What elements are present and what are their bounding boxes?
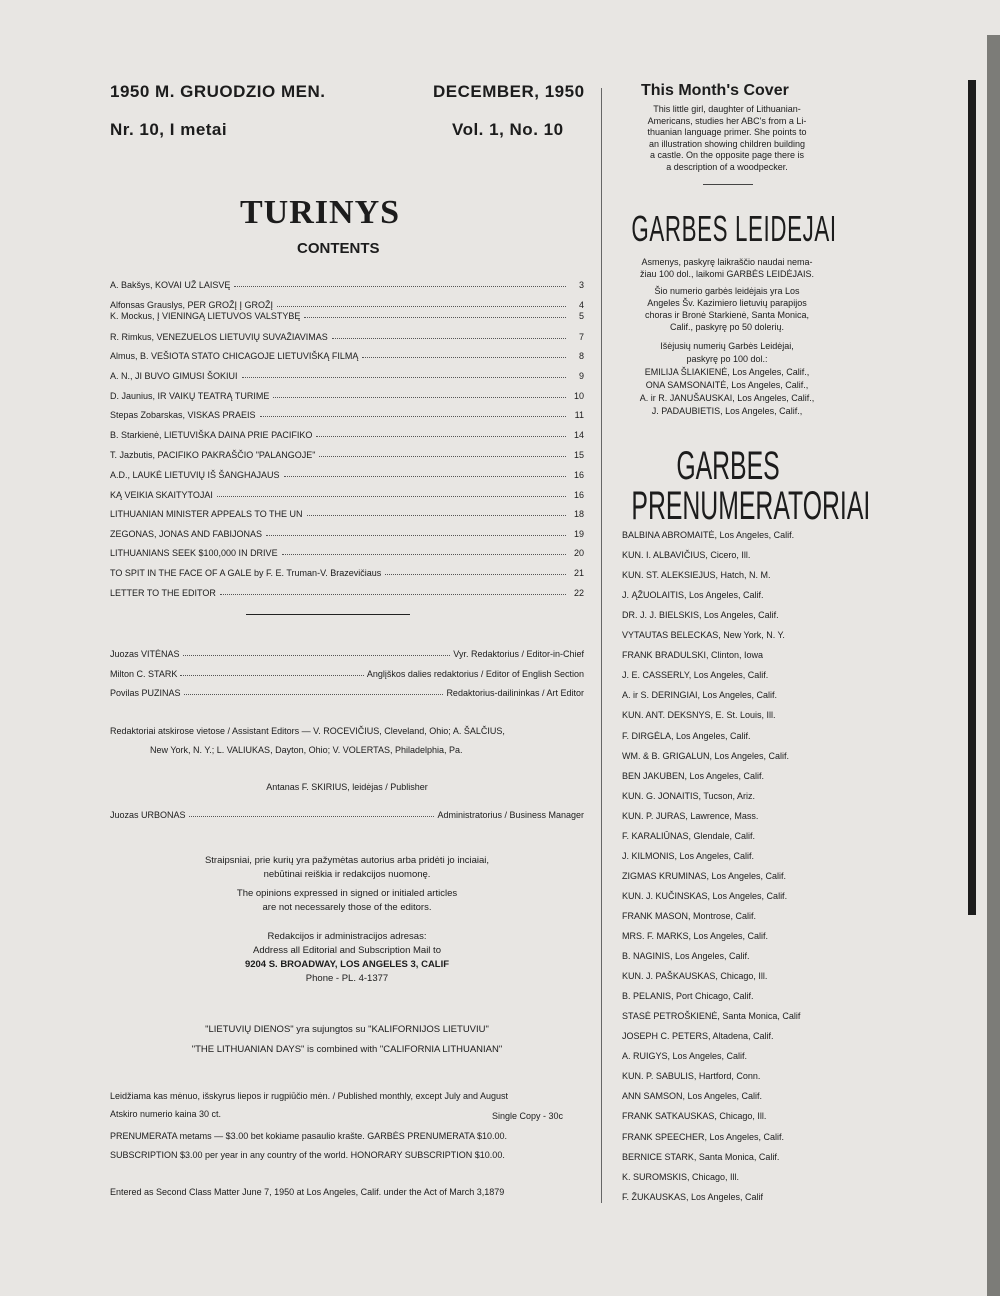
editor-name: Juozas VITĖNAS (110, 649, 180, 659)
subscriber-entry: JOSEPH C. PETERS, Altadena, Calif. (622, 1031, 774, 1041)
toc-item-title: R. Rimkus, VENEZUELOS LIETUVIŲ SUVAŽIAVIMAS (110, 332, 328, 342)
honorary-publishers-heading: GARBES LEIDEJAI (631, 208, 837, 249)
toc-item-page: 16 (573, 490, 584, 500)
toc-item-page: 14 (573, 430, 584, 440)
past-publisher: ONA SAMSONAITĖ, Los Angeles, Calif., (645, 380, 809, 390)
cover-title: This Month's Cover (641, 82, 789, 99)
leader-dots (217, 496, 566, 497)
leader-dots (180, 675, 364, 676)
subscriber-entry: KUN. P. SABULIS, Hartford, Conn. (622, 1071, 761, 1081)
toc-item-title: A.D., LAUKĖ LIETUVIŲ IŠ ŠANGHAJAUS (110, 470, 280, 480)
subscriber-entry: STASĖ PETROŠKIENĖ, Santa Monica, Calif (622, 1011, 801, 1021)
toc-item-title: K. Mockus, Į VIENINGĄ LIETUVOS VALSTYBĘ (110, 311, 301, 321)
subscriber-entry: J. E. CASSERLY, Los Angeles, Calif. (622, 670, 769, 680)
english-editor-role: Anglįškos dalies redaktorius / Editor of English Section (366, 669, 584, 679)
subscriber-entry: F. ŽUKAUSKAS, Los Angeles, Calif (622, 1192, 764, 1202)
masthead-date-en: DECEMBER, 1950 (433, 82, 585, 101)
masthead-issue-en: Vol. 1, No. 10 (452, 120, 564, 139)
address-street: 9204 S. BROADWAY, LOS ANGELES 3, CALIF (244, 959, 450, 970)
issue-line: choras ir Bronė Starkienė, Santa Monica, (644, 310, 810, 320)
combined-lt: "LIETUVIŲ DIENOS" yra sujungtos su "KALIFORNIJOS LIETUVIU" (205, 1024, 489, 1035)
cover-line: This little girl, daughter of Lithuanian- (653, 104, 801, 114)
staff-english-editor (110, 669, 584, 679)
issue-line: Calif., paskyrę po 50 dolerių. (669, 322, 785, 332)
leader-dots (319, 456, 566, 457)
single-copy-en: Single Copy - 30c (492, 1111, 564, 1121)
toc-item-page: 19 (573, 529, 584, 539)
subscriber-entry: BERNICE STARK, Santa Monica, Calif. (622, 1152, 780, 1162)
toc-item-title: D. Jaunius, IR VAIKŲ TEATRĄ TURIME (110, 391, 270, 401)
page-edge (987, 35, 1000, 1296)
subscriber-entry: BALBINA ABROMAITĖ, Los Angeles, Calif. (622, 530, 795, 540)
toc-item (110, 584, 584, 598)
address-en: Address all Editorial and Subscription Mail to (253, 945, 441, 956)
toc-item (110, 367, 584, 381)
toc-item-title: LITHUANIAN MINISTER APPEALS TO THE UN (110, 509, 303, 519)
subscriber-entry: B. PELANIS, Port Chicago, Calif. (622, 991, 754, 1001)
note-lt-2: nebūtinai reiškia ir redakcijos nuomonę. (263, 869, 431, 880)
issue-line: Šio numerio garbės leidėjais yra Los (654, 286, 800, 296)
toc-item-page: 4 (578, 300, 584, 310)
leader-dots (189, 816, 435, 817)
toc-item-title: LITHUANIANS SEEK $100,000 IN DRIVE (110, 548, 278, 558)
toc-item (110, 446, 584, 460)
past-publisher: EMILIJA ŠLIAKIENĖ, Los Angeles, Calif., (644, 367, 810, 377)
note-en-2: are not necessarely those of the editors. (262, 902, 432, 913)
english-editor-name: Milton C. STARK (110, 669, 178, 679)
toc-item (110, 564, 584, 578)
toc-item (110, 426, 584, 440)
single-copy-lt: Atskiro numerio kaina 30 ct. (110, 1109, 222, 1119)
manager-role: Administratorius / Business Manager (437, 810, 584, 820)
manager-name: Juozas URBONAS (110, 810, 186, 820)
contents-title: TURINYS (240, 194, 401, 231)
toc-item-page: 9 (578, 371, 584, 381)
leader-dots (284, 476, 566, 477)
note-lt-1: Straipsniai, prie kurių yra pažymėtas autorius arba pridėti jo inciaiai, (204, 855, 490, 866)
subscriber-entry: FRANK MASON, Montrose, Calif. (622, 911, 757, 921)
subscriber-entry: FRANK SPEECHER, Los Angeles, Calif. (622, 1132, 785, 1142)
toc-item-title: T. Jazbutis, PACIFIKO PAKRAŠČIO "PALANGOJE" (110, 450, 316, 460)
toc-item (110, 347, 584, 361)
subscriber-entry: KUN. I. ALBAVIČIUS, Cicero, Ill. (622, 550, 751, 560)
honorary-publishers-intro (612, 256, 842, 280)
toc-item-page: 20 (573, 548, 584, 558)
toc-item-title: Stepas Zobarskas, VISKAS PRAEIS (110, 410, 256, 420)
column-divider (601, 88, 602, 1203)
toc-item-title: A. N., JI BUVO GIMUSI ŠOKIUI (110, 371, 238, 381)
toc-item-page: 8 (578, 351, 584, 361)
toc-item-title: TO SPIT IN THE FACE OF A GALE by F. E. Truman-V. Brazevičiaus (110, 568, 382, 578)
subscriber-entry: J. KILMONIS, Los Angeles, Calif. (622, 851, 755, 861)
intro-line: Asmenys, paskyrę laikraščio naudai nema- (641, 257, 813, 267)
art-editor-role: Redaktorius-dailininkas / Art Editor (446, 688, 584, 698)
leader-dots (273, 397, 566, 398)
toc-item (110, 276, 584, 290)
leader-dots (242, 377, 566, 378)
publication-schedule: Leidžiama kas mėnuo, išskyrus liepos ir rugpiūčio mėn. / Published monthly, except July and August (110, 1091, 509, 1101)
leader-dots (362, 357, 566, 358)
honorary-subscribers-heading-2: PRENUMERATORIAI (631, 484, 871, 528)
toc-item (110, 525, 584, 539)
leader-dots (332, 338, 566, 339)
contents-divider (246, 614, 410, 615)
issue-line: Angeles Šv. Kazimiero lietuvių parapijos (647, 298, 807, 308)
subscriber-entry: A. RUIGYS, Los Angeles, Calif. (622, 1051, 748, 1061)
toc-item-title: A. Bakšys, KOVAI UŽ LAISVĘ (110, 280, 231, 290)
toc-item-title: LETTER TO THE EDITOR (110, 588, 216, 598)
leader-dots (220, 594, 566, 595)
cover-divider (703, 184, 753, 185)
past-intro-line: paskyrę po 100 dol.: (686, 354, 768, 364)
honorary-publishers-past (612, 340, 842, 418)
subscription-en: SUBSCRIPTION $3.00 per year in any country of the world. HONORARY SUBSCRIPTION $10.00. (110, 1150, 505, 1160)
leader-dots (183, 655, 451, 656)
cover-line: thuanian language primer. She points to (647, 127, 807, 138)
staff-art-editor (110, 688, 584, 698)
subscriber-entry: MRS. F. MARKS, Los Angeles, Calif. (622, 931, 769, 941)
intro-line: žiau 100 dol., laikomi GARBĖS LEIDĖJAIS. (639, 269, 815, 279)
masthead-issue-lt: Nr. 10, I metai (110, 120, 228, 139)
toc-item (110, 328, 584, 342)
subscriber-entry: FRANK SATKAUSKAS, Chicago, Ill. (622, 1111, 767, 1121)
subscriber-entry: DR. J. J. BIELSKIS, Los Angeles, Calif. (622, 610, 779, 620)
subscriber-entry: KUN. G. JONAITIS, Tucson, Ariz. (622, 791, 756, 801)
toc-item-page: 15 (573, 450, 584, 460)
toc-item-title: KĄ VEIKIA SKAITYTOJAI (110, 490, 213, 500)
subscriber-entry: KUN. P. JURAS, Lawrence, Mass. (622, 811, 759, 821)
assistant-editors-line1: Redaktoriai atskirose vietose / Assistant Editors — V. ROCEVIČIUS, Cleveland, Ohio; A. ŠALČIUS, (110, 726, 505, 736)
cover-line: a castle. On the opposite page there is (649, 150, 805, 161)
cover-line: Americans, studies her ABC's from a Li- (647, 115, 807, 126)
combined-en: "THE LITHUANIAN DAYS" is combined with "CALIFORNIA LITHUANIAN" (191, 1044, 503, 1055)
note-en-1: The opinions expressed in signed or initialed articles (236, 888, 458, 899)
subscriber-entry: KUN. J. PAŠKAUSKAS, Chicago, Ill. (622, 971, 768, 981)
editor-role: Vyr. Redaktorius / Editor-in-Chief (453, 649, 584, 659)
page-edge-shadow (968, 80, 976, 915)
subscriber-entry: A. ir S. DERINGIAI, Los Angeles, Calif. (622, 690, 778, 700)
toc-item (110, 406, 584, 420)
assistant-editors-line2: New York, N. Y.; L. VALIUKAS, Dayton, Ohio; V. VOLERTAS, Philadelphia, Pa. (150, 745, 463, 755)
cover-line: a description of a woodpecker. (666, 161, 788, 172)
leader-dots (385, 574, 566, 575)
subscriber-entry: J. ĄŽUOLAITIS, Los Angeles, Calif. (622, 590, 764, 600)
publisher-line: Antanas F. SKIRIUS, leidėjas / Publisher (266, 782, 428, 792)
leader-dots (304, 317, 566, 318)
subscriber-entry: BEN JAKUBEN, Los Angeles, Calif. (622, 771, 765, 781)
subscriber-entry: VYTAUTAS BELECKAS, New York, N. Y. (622, 630, 785, 640)
honorary-subscribers-heading-1: GARBES (676, 444, 780, 488)
toc-item-page: 22 (573, 588, 584, 598)
subscriber-entry: FRANK BRADULSKI, Clinton, Iowa (622, 650, 764, 660)
past-publisher: J. PADAUBIETIS, Los Angeles, Calif., (651, 406, 803, 416)
honorary-publishers-issue (612, 285, 842, 333)
toc-item-title: B. Starkienė, LIETUVIŠKA DAINA PRIE PACIFIKO (110, 430, 313, 440)
toc-item (110, 544, 584, 558)
subscriber-entry: WM. & B. GRIGALUN, Los Angeles, Calif. (622, 751, 790, 761)
toc-item-page: 11 (574, 410, 584, 420)
subscriber-entry: F. KARALIŪNAS, Glendale, Calif. (622, 831, 756, 841)
subscriber-entry: ANN SAMSON, Los Angeles, Calif. (622, 1091, 763, 1101)
subscriber-entry: KUN. ST. ALEKSIEJUS, Hatch, N. M. (622, 570, 771, 580)
toc-item (110, 307, 584, 321)
cover-description (612, 104, 842, 174)
leader-dots (234, 286, 566, 287)
past-intro-line: Išėjusių numerių Garbės Leidėjai, (660, 341, 794, 351)
toc-item-page: 7 (578, 332, 584, 342)
subscription-lt: PRENUMERATA metams — $3.00 bet kokiame pasaulio krašte. GARBĖS PRENUMERATA $10.00. (110, 1131, 507, 1141)
cover-line: an illustration showing children building (648, 138, 806, 149)
masthead-date-lt: 1950 M. GRUODZIO MEN. (110, 82, 326, 101)
toc-item-page: 5 (578, 311, 584, 321)
leader-dots (184, 694, 444, 695)
subscriber-entry: K. SUROMSKIS, Chicago, Ill. (622, 1172, 740, 1182)
address-lt: Redakcijos ir administracijos adresas: (267, 931, 427, 942)
toc-item-page: 18 (573, 509, 584, 519)
toc-item-page: 16 (573, 470, 584, 480)
staff-business-manager (110, 810, 584, 820)
contents-subtitle: CONTENTS (297, 240, 380, 257)
toc-item (110, 466, 584, 480)
subscriber-entry: ZIGMAS KRUMINAS, Los Angeles, Calif. (622, 871, 787, 881)
toc-item-page: 3 (578, 280, 584, 290)
toc-item-title: ZEGONAS, JONAS AND FABIJONAS (110, 529, 263, 539)
toc-item-title: Almus, B. VEŠIOTA STATO CHICAGOJE LIETUVIŠKĄ FILMĄ (110, 351, 359, 361)
toc-item (110, 387, 584, 401)
address-phone: Phone - PL. 4-1377 (305, 973, 389, 984)
postal-entry: Entered as Second Class Matter June 7, 1950 at Los Angeles, Calif. under the Act of March 3,1879 (110, 1187, 505, 1197)
leader-dots (266, 535, 566, 536)
art-editor-name: Povilas PUZINAS (110, 688, 181, 698)
toc-item-title: Alfonsas Grauslys, PER GROŽĮ Į GROŽĮ (110, 300, 274, 310)
toc-item (110, 505, 584, 519)
subscriber-entry: KUN. ANT. DEKSNYS, E. St. Louis, Ill. (622, 710, 776, 720)
past-publisher: A. ir R. JANUŠAUSKAI, Los Angeles, Calif., (639, 393, 815, 403)
subscriber-entry: F. DIRGĖLA, Los Angeles, Calif. (622, 731, 751, 741)
toc-item-page: 10 (573, 391, 584, 401)
leader-dots (282, 554, 566, 555)
leader-dots (307, 515, 566, 516)
leader-dots (260, 416, 566, 417)
toc-item-page: 21 (573, 568, 584, 578)
subscriber-entry: KUN. J. KUČINSKAS, Los Angeles, Calif. (622, 891, 788, 901)
subscriber-entry: B. NAGINIS, Los Angeles, Calif. (622, 951, 750, 961)
leader-dots (316, 436, 566, 437)
toc-item (110, 486, 584, 500)
staff-editor (110, 649, 584, 659)
